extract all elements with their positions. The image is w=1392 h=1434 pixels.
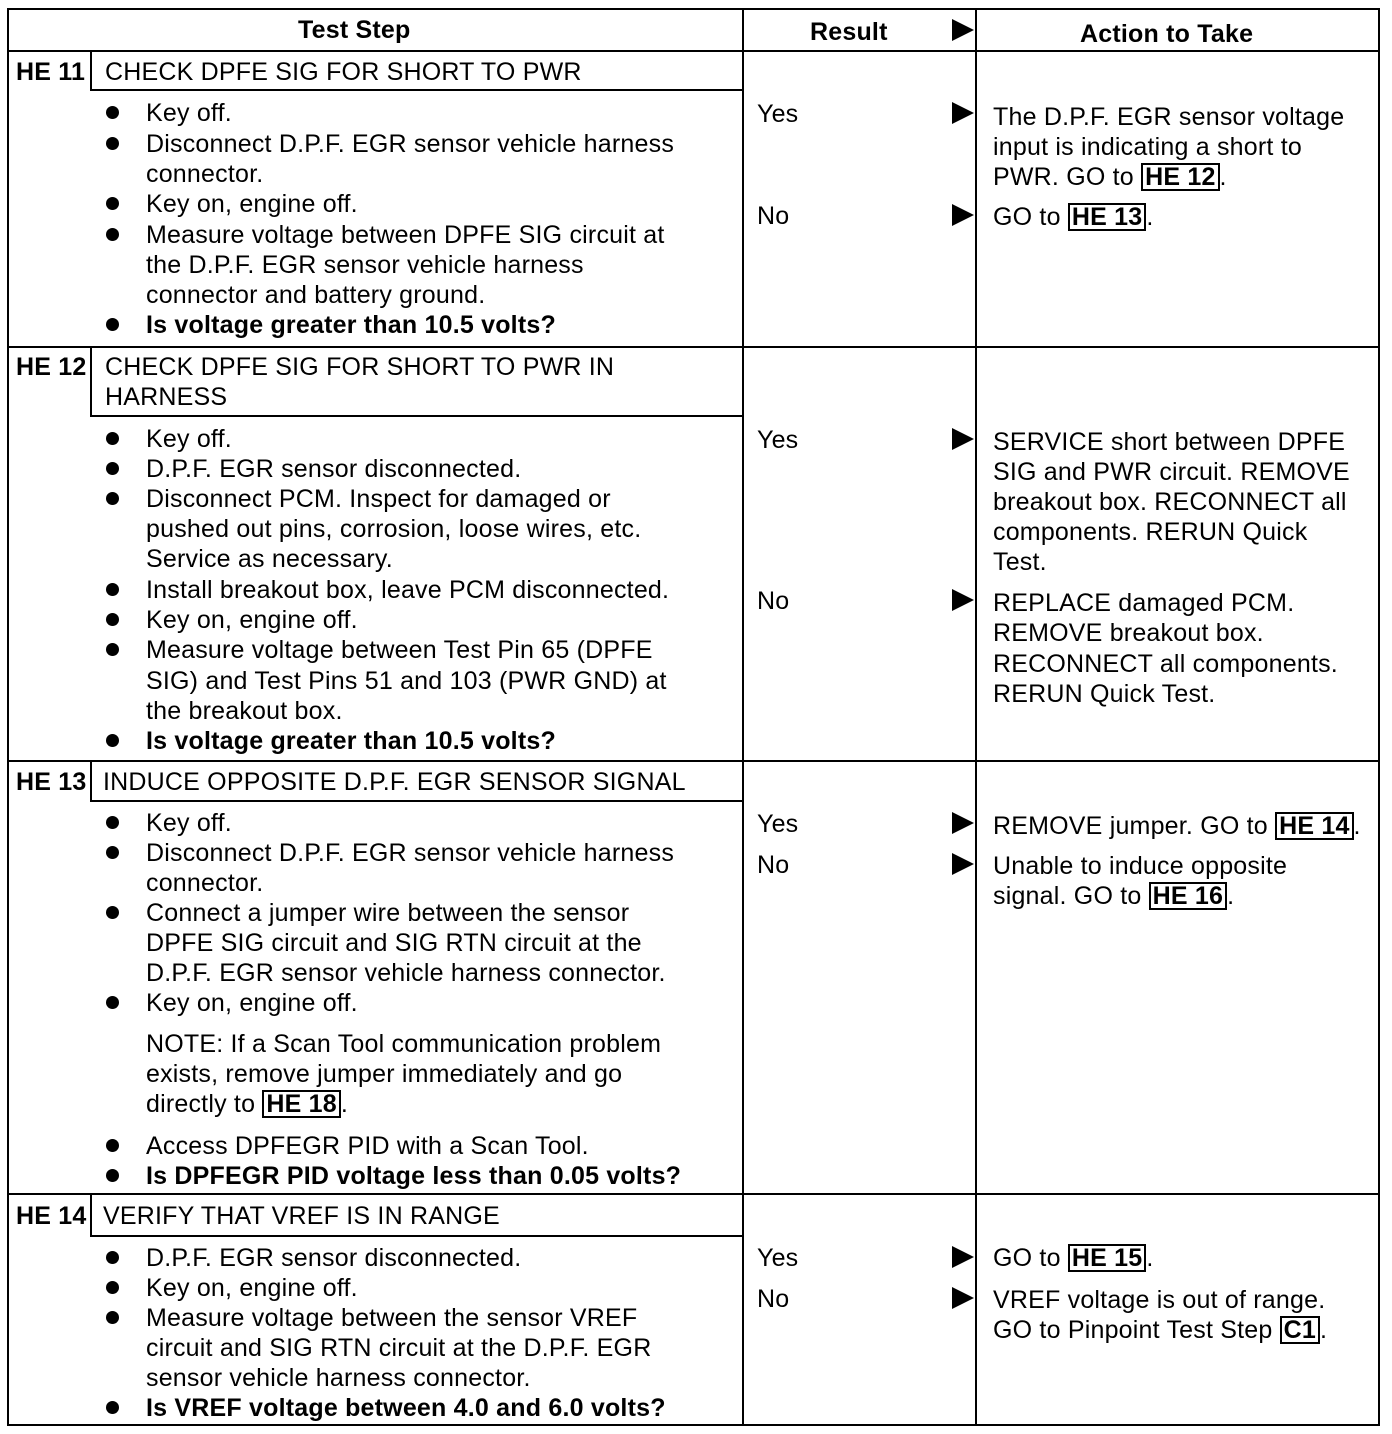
step-ref-link[interactable]: HE 14 bbox=[1275, 812, 1353, 840]
result-yes: Yes bbox=[757, 1244, 799, 1272]
step-line: Key on, engine off. bbox=[146, 989, 358, 1017]
result-no: No bbox=[757, 1285, 790, 1313]
table-border-right bbox=[1378, 8, 1380, 1426]
action-line: GO to Pinpoint Test Step C1 . bbox=[993, 1316, 1328, 1344]
action-line: SERVICE short between DPFE bbox=[993, 428, 1346, 456]
action-line: signal. GO to HE 16 . bbox=[993, 882, 1235, 910]
bullet-icon bbox=[106, 816, 119, 829]
step-id: HE 12 bbox=[16, 353, 87, 381]
table-border-bottom bbox=[7, 1424, 1380, 1426]
step-line: Key on, engine off. bbox=[146, 606, 358, 634]
result-yes: Yes bbox=[757, 100, 799, 128]
action-line: RECONNECT all components. bbox=[993, 650, 1338, 678]
bullet-icon bbox=[106, 492, 119, 505]
step-line: Service as necessary. bbox=[146, 545, 393, 573]
step-ref-link[interactable]: HE 15 bbox=[1068, 1244, 1146, 1272]
step-line: Key off. bbox=[146, 809, 232, 837]
step-line: Key on, engine off. bbox=[146, 1274, 358, 1302]
step-question: Is DPFEGR PID voltage less than 0.05 volts? bbox=[146, 1162, 682, 1190]
row-divider bbox=[7, 346, 1380, 348]
table-border-top bbox=[7, 8, 1380, 10]
column-divider bbox=[975, 8, 977, 1426]
step-line: the breakout box. bbox=[146, 697, 343, 725]
step-ref-link[interactable]: HE 13 bbox=[1068, 203, 1146, 231]
step-line: D.P.F. EGR sensor disconnected. bbox=[146, 455, 522, 483]
step-line: DPFE SIG circuit and SIG RTN circuit at the bbox=[146, 929, 642, 957]
title-underline bbox=[92, 415, 744, 417]
row-divider bbox=[7, 1193, 1380, 1195]
action-line: breakout box. RECONNECT all bbox=[993, 488, 1347, 516]
bullet-icon bbox=[106, 432, 119, 445]
bullet-icon bbox=[106, 996, 119, 1009]
result-arrow-icon bbox=[952, 102, 974, 124]
id-divider bbox=[90, 346, 92, 417]
step-line: connector and battery ground. bbox=[146, 281, 486, 309]
step-ref-link[interactable]: HE 18 bbox=[262, 1090, 340, 1118]
step-id: HE 13 bbox=[16, 768, 87, 796]
id-divider bbox=[90, 1193, 92, 1237]
action-line: GO to HE 13 . bbox=[993, 203, 1154, 231]
bullet-icon bbox=[106, 613, 119, 626]
step-line: D.P.F. EGR sensor disconnected. bbox=[146, 1244, 522, 1272]
bullet-icon bbox=[106, 906, 119, 919]
step-line: Connect a jumper wire between the sensor bbox=[146, 899, 630, 927]
result-arrow-icon bbox=[952, 853, 974, 875]
bullet-icon bbox=[106, 228, 119, 241]
action-line: Unable to induce opposite bbox=[993, 852, 1288, 880]
result-arrow-icon bbox=[952, 812, 974, 834]
step-title: VERIFY THAT VREF IS IN RANGE bbox=[103, 1202, 500, 1230]
result-arrow-icon bbox=[952, 428, 974, 450]
step-line: circuit and SIG RTN circuit at the D.P.F. EGR bbox=[146, 1334, 652, 1362]
step-line: Disconnect D.P.F. EGR sensor vehicle harness bbox=[146, 839, 675, 867]
title-underline bbox=[92, 89, 744, 91]
step-line: Disconnect D.P.F. EGR sensor vehicle harness bbox=[146, 130, 675, 158]
result-arrow-icon bbox=[952, 1287, 974, 1309]
result-no: No bbox=[757, 587, 790, 615]
id-divider bbox=[90, 50, 92, 91]
action-line: REMOVE breakout box. bbox=[993, 619, 1264, 647]
step-ref-link[interactable]: HE 16 bbox=[1149, 882, 1227, 910]
step-line: Access DPFEGR PID with a Scan Tool. bbox=[146, 1132, 589, 1160]
step-title: CHECK DPFE SIG FOR SHORT TO PWR IN bbox=[105, 353, 615, 381]
bullet-icon bbox=[106, 318, 119, 331]
step-line: Key off. bbox=[146, 425, 232, 453]
header-action: Action to Take bbox=[1080, 20, 1254, 48]
bullet-icon bbox=[106, 137, 119, 150]
step-question: Is voltage greater than 10.5 volts? bbox=[146, 727, 556, 755]
bullet-icon bbox=[106, 583, 119, 596]
note-line: directly to HE 18 . bbox=[146, 1090, 348, 1118]
step-line: Measure voltage between DPFE SIG circuit at bbox=[146, 221, 665, 249]
step-id: HE 14 bbox=[16, 1202, 87, 1230]
action-line: RERUN Quick Test. bbox=[993, 680, 1216, 708]
step-ref-link[interactable]: HE 12 bbox=[1141, 163, 1219, 191]
step-question: Is voltage greater than 10.5 volts? bbox=[146, 311, 556, 339]
action-line: Test. bbox=[993, 548, 1047, 576]
step-line: pushed out pins, corrosion, loose wires, etc. bbox=[146, 515, 642, 543]
step-id: HE 11 bbox=[16, 58, 86, 86]
step-title: INDUCE OPPOSITE D.P.F. EGR SENSOR SIGNAL bbox=[103, 768, 686, 796]
step-title: CHECK DPFE SIG FOR SHORT TO PWR bbox=[105, 58, 582, 86]
bullet-icon bbox=[106, 1311, 119, 1324]
action-line: components. RERUN Quick bbox=[993, 518, 1308, 546]
bullet-icon bbox=[106, 846, 119, 859]
header-arrow-icon bbox=[952, 19, 974, 41]
step-line: Install breakout box, leave PCM disconnected. bbox=[146, 576, 670, 604]
action-line: input is indicating a short to bbox=[993, 133, 1302, 161]
header-result: Result bbox=[810, 18, 888, 46]
step-question: Is VREF voltage between 4.0 and 6.0 volts? bbox=[146, 1394, 666, 1422]
header-divider bbox=[7, 50, 1380, 52]
step-line: Key on, engine off. bbox=[146, 190, 358, 218]
step-line: D.P.F. EGR sensor vehicle harness connector. bbox=[146, 959, 666, 987]
step-line: Key off. bbox=[146, 99, 232, 127]
step-line: Measure voltage between the sensor VREF bbox=[146, 1304, 638, 1332]
title-underline bbox=[92, 800, 744, 802]
bullet-icon bbox=[106, 1139, 119, 1152]
bullet-icon bbox=[106, 1401, 119, 1414]
action-line: PWR. GO to HE 12 . bbox=[993, 163, 1227, 191]
title-underline bbox=[92, 1235, 744, 1237]
bullet-icon bbox=[106, 106, 119, 119]
action-line: GO to HE 15 . bbox=[993, 1244, 1154, 1272]
bullet-icon bbox=[106, 462, 119, 475]
step-line: SIG) and Test Pins 51 and 103 (PWR GND) at bbox=[146, 667, 667, 695]
note-line: NOTE: If a Scan Tool communication problem bbox=[146, 1030, 662, 1058]
action-line: VREF voltage is out of range. bbox=[993, 1286, 1326, 1314]
row-divider bbox=[7, 760, 1380, 762]
step-title: HARNESS bbox=[105, 383, 228, 411]
note-line: exists, remove jumper immediately and go bbox=[146, 1060, 623, 1088]
action-line: SIG and PWR circuit. REMOVE bbox=[993, 458, 1350, 486]
result-no: No bbox=[757, 851, 790, 879]
bullet-icon bbox=[106, 734, 119, 747]
step-line: connector. bbox=[146, 869, 264, 897]
step-line: Measure voltage between Test Pin 65 (DPFE bbox=[146, 636, 653, 664]
result-arrow-icon bbox=[952, 1246, 974, 1268]
step-line: the D.P.F. EGR sensor vehicle harness bbox=[146, 251, 584, 279]
bullet-icon bbox=[106, 1281, 119, 1294]
result-no: No bbox=[757, 202, 790, 230]
result-yes: Yes bbox=[757, 810, 799, 838]
step-ref-link[interactable]: C1 bbox=[1280, 1316, 1320, 1344]
bullet-icon bbox=[106, 1251, 119, 1264]
result-arrow-icon bbox=[952, 204, 974, 226]
step-line: Disconnect PCM. Inspect for damaged or bbox=[146, 485, 611, 513]
action-line: REPLACE damaged PCM. bbox=[993, 589, 1295, 617]
step-line: sensor vehicle harness connector. bbox=[146, 1364, 531, 1392]
column-divider bbox=[742, 8, 744, 1426]
bullet-icon bbox=[106, 197, 119, 210]
result-yes: Yes bbox=[757, 426, 799, 454]
action-line: REMOVE jumper. GO to HE 14 . bbox=[993, 812, 1361, 840]
bullet-icon bbox=[106, 1169, 119, 1182]
id-divider bbox=[90, 760, 92, 802]
action-line: The D.P.F. EGR sensor voltage bbox=[993, 103, 1345, 131]
step-line: connector. bbox=[146, 160, 264, 188]
table-border-left bbox=[7, 8, 9, 1426]
header-test-step: Test Step bbox=[298, 16, 411, 44]
result-arrow-icon bbox=[952, 589, 974, 611]
bullet-icon bbox=[106, 643, 119, 656]
